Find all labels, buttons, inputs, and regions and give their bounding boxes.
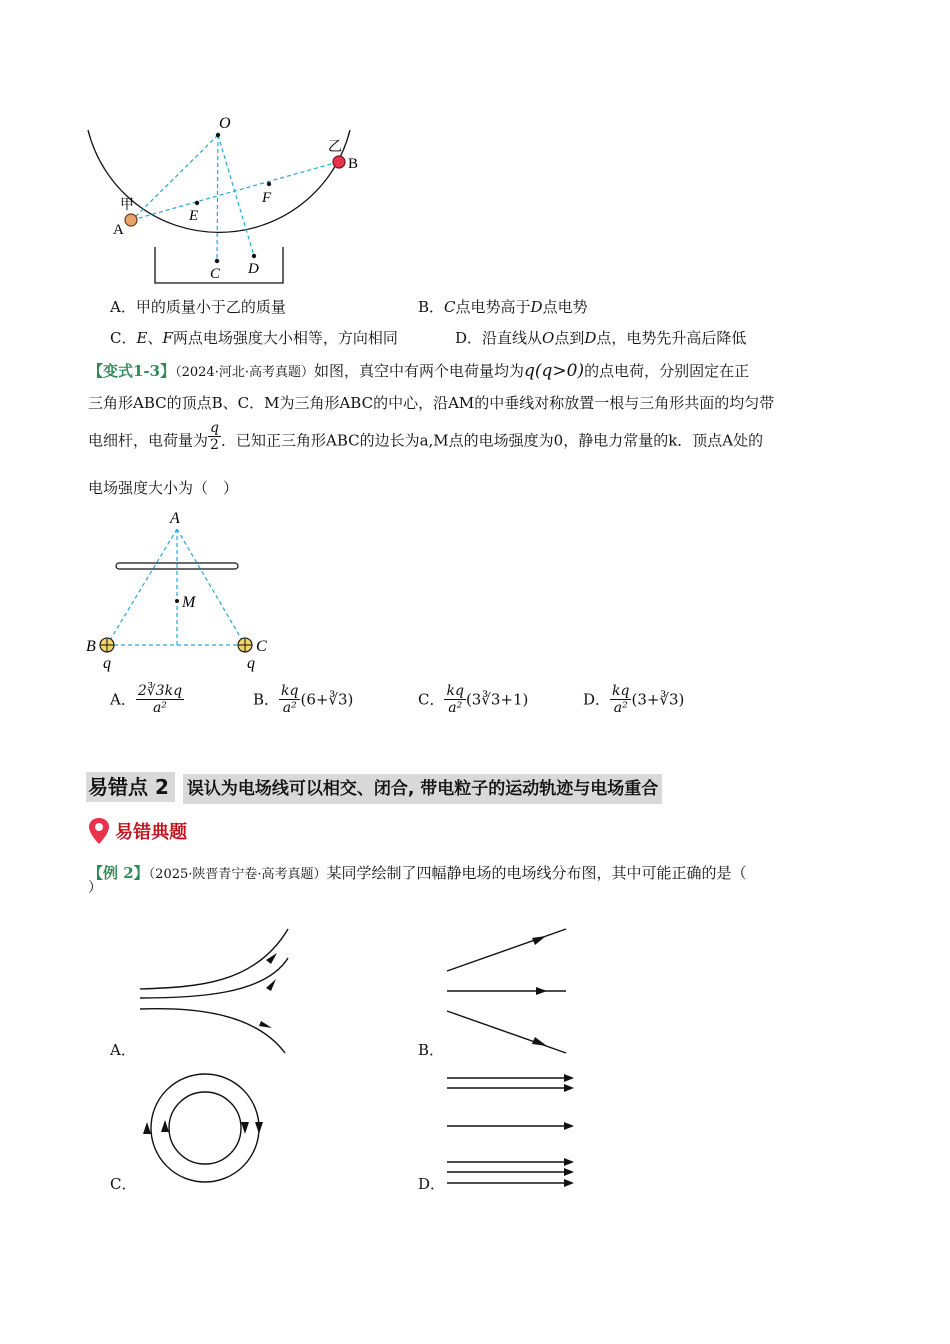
fraction — [279, 683, 300, 716]
option-letter: D． — [455, 329, 483, 347]
option-text: 、 — [147, 329, 163, 347]
q3-option-c[interactable]: C． — [110, 1175, 137, 1193]
label-B: B — [86, 638, 96, 655]
figure-option-b — [440, 925, 580, 1055]
option-tail: (6+∛3) — [300, 690, 354, 709]
example-source: （2025·陕晋青宁卷·高考真题） — [148, 867, 327, 882]
option-var: D — [584, 329, 597, 347]
label-C: C — [256, 638, 267, 655]
variant-text: 的点电荷，分别固定在正 — [584, 362, 750, 380]
option-tail: (3+∛3) — [631, 690, 685, 709]
q3-option-a[interactable]: A． — [110, 1041, 136, 1059]
figure-option-a — [135, 925, 295, 1055]
option-letter: B． — [418, 298, 445, 316]
frac-den: a² — [152, 700, 167, 716]
q1-option-d[interactable] — [455, 328, 746, 348]
option-var: C — [444, 298, 456, 316]
label-B: B — [348, 156, 359, 172]
option-text: 点电势 — [542, 298, 588, 316]
label-E: E — [189, 208, 199, 224]
example-line-1 — [88, 863, 747, 885]
variant-q: q — [523, 361, 535, 381]
q1-option-a[interactable] — [110, 297, 286, 317]
label-M: M — [182, 594, 196, 611]
option-text: 沿直线从 — [482, 329, 543, 347]
typical-heading — [88, 816, 187, 846]
option-letter: D． — [583, 690, 611, 709]
example-text: 某同学绘制了四幅静电场的电场线分布图，其中可能正确的是（ — [326, 864, 747, 882]
q2-option-d[interactable] — [583, 683, 684, 716]
option-text: 点电势高于 — [455, 298, 531, 316]
q1-option-b[interactable] — [418, 297, 588, 317]
option-letter: C． — [418, 690, 445, 709]
charge-jia — [125, 214, 137, 226]
option-letter: B． — [253, 690, 280, 709]
option-text: 点，电势先升高后降低 — [596, 329, 747, 347]
charge-yi — [333, 156, 345, 168]
label-C: C — [210, 266, 221, 282]
section-subtitle: 误认为电场线可以相交、闭合, 带电粒子的运动轨迹与电场重合 — [183, 774, 662, 804]
label-jia: 甲 — [120, 198, 134, 213]
q2-option-c[interactable] — [418, 683, 528, 716]
label-A: A — [170, 510, 180, 527]
section-header — [86, 772, 662, 802]
option-text: 甲的质量小于乙的质量 — [135, 298, 286, 316]
label-F: F — [262, 190, 272, 206]
variant-cond: (q>0) — [534, 361, 585, 381]
variant-line-4: 电场强度大小为（ ） — [88, 479, 239, 497]
variant-tag: 【变式1-3】 — [88, 362, 176, 380]
fraction — [610, 683, 631, 716]
option-var: E — [136, 329, 148, 347]
frac-num: kq — [446, 683, 464, 699]
option-tail: (3∛3+1) — [465, 690, 529, 709]
section-title: 易错点 2 — [86, 772, 175, 802]
example-line-2 — [88, 868, 102, 896]
option-letter: A． — [110, 298, 136, 316]
q1-option-c[interactable] — [110, 328, 398, 348]
frac-num: kq — [612, 683, 630, 699]
variant-text: ．已知正三角形ABC的边长为a,M点的电场强度为0，静电力常量的k．顶点A处的 — [220, 431, 764, 450]
frac-den: a² — [282, 700, 297, 716]
label-yi: 乙 — [328, 140, 342, 155]
variant-line-1 — [88, 361, 749, 383]
variant-source: （2024·河北·高考真题） — [175, 365, 314, 380]
option-var: O — [542, 329, 555, 347]
frac-num: kq — [281, 683, 299, 699]
figure-option-c — [135, 1070, 275, 1190]
frac-den: a² — [613, 700, 628, 716]
variant-line-3 — [88, 420, 764, 453]
figure-triangle-diagram — [82, 505, 282, 675]
example-close: ） — [88, 880, 102, 896]
frac-num: q — [210, 420, 219, 436]
location-pin-icon — [88, 816, 110, 846]
figure-option-d — [440, 1070, 580, 1190]
fraction-q-over-2 — [208, 420, 221, 453]
option-var: D — [530, 298, 543, 316]
label-qC: q — [247, 655, 255, 672]
variant-text: 电细杆，电荷量为 — [88, 431, 209, 450]
frac-den: a² — [448, 700, 463, 716]
fraction — [136, 683, 184, 716]
label-A: A — [113, 222, 124, 238]
fraction — [444, 683, 465, 716]
q3-option-d[interactable]: D． — [418, 1175, 446, 1193]
typical-label: 易错典题 — [115, 822, 188, 843]
option-text: 两点电场强度大小相等，方向相同 — [172, 329, 398, 347]
option-var: F — [162, 329, 173, 347]
variant-line-2: 三角形ABC的顶点B、C．M为三角形ABC的中心，沿AM的中垂线对称放置一根与三角形共面的均匀带 — [88, 394, 775, 412]
q3-option-b[interactable]: B． — [418, 1041, 445, 1059]
example-tag: 【例 2】 — [88, 864, 149, 882]
option-letter: A． — [110, 690, 136, 709]
q2-option-b[interactable] — [253, 683, 353, 716]
variant-text: 如图，真空中有两个电荷量均为 — [313, 362, 524, 380]
option-letter: C． — [110, 329, 137, 347]
label-qB: q — [103, 655, 111, 672]
label-D: D — [248, 261, 259, 277]
option-text: 点到 — [554, 329, 585, 347]
label-O: O — [219, 115, 231, 132]
q2-option-a[interactable] — [110, 683, 184, 716]
figure-bowl-diagram — [80, 108, 380, 288]
frac-num: 2∛3kq — [137, 683, 183, 699]
frac-den: 2 — [210, 437, 219, 453]
